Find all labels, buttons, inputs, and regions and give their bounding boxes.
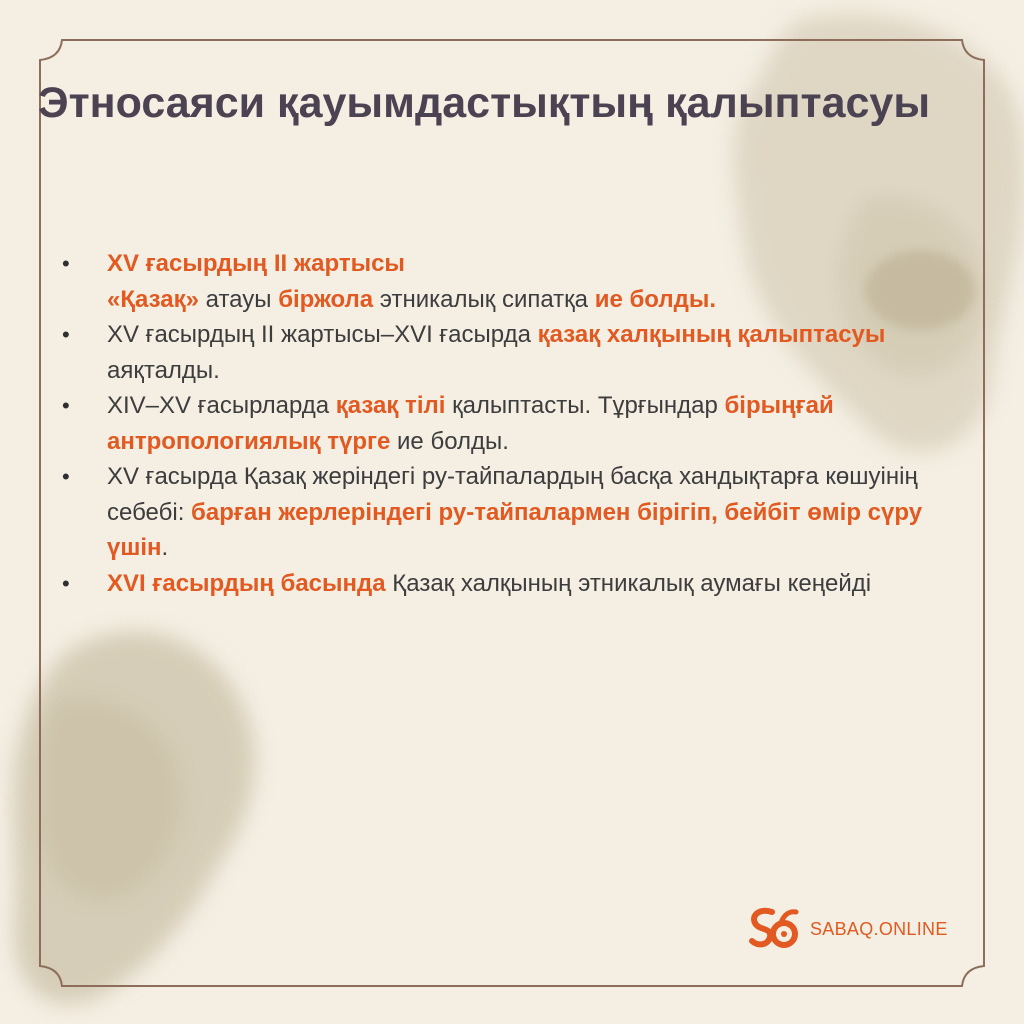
highlight-text: қазақ тілі xyxy=(335,392,446,419)
highlight-text: бірыңғай антропологиялық түрге xyxy=(107,392,834,455)
list-item xyxy=(62,388,932,459)
list-item xyxy=(62,246,932,317)
body-text: аяқталды. xyxy=(107,356,220,384)
page-title: Этносаяси қауымдастықтың қалыптасуы xyxy=(38,79,931,127)
highlight-text: XVI ғасырдың басында xyxy=(107,569,386,597)
logo-text: SABAQ.ONLINE xyxy=(810,918,948,939)
sabaq-logo-link[interactable] xyxy=(748,906,948,952)
list-item xyxy=(62,317,932,388)
body-text: этникалық сипатқа xyxy=(373,285,595,313)
list-item xyxy=(62,566,932,602)
body-text: қалыптасты. Тұрғындар xyxy=(445,392,725,419)
highlight-text: қазақ халқының қалыптасуы xyxy=(537,321,886,348)
body-text: атауы xyxy=(198,285,279,313)
body-text: Қазақ халқының этникалық аумағы кеңейді xyxy=(385,569,872,597)
body-text: ие болды. xyxy=(390,427,509,455)
body-text: XV ғасырда Қазақ жеріндегі ру-тайпалардың басқа хандықтарға көшуінің себебі: xyxy=(107,463,918,526)
highlight-text: «Қазақ» xyxy=(107,285,199,313)
highlight-text: XV ғасырдың II жартысы xyxy=(107,250,405,277)
sabaq-logo-icon xyxy=(748,906,802,952)
bullet-list xyxy=(62,246,932,601)
highlight-text: біржола xyxy=(278,285,374,313)
stain-bottom-left xyxy=(13,632,255,1004)
highlight-text: ие болды. xyxy=(594,285,716,313)
body-text: . xyxy=(161,534,169,561)
body-text: XV ғасырдың II жартысы–XVI ғасырда xyxy=(107,321,538,348)
body-text: XIV–XV ғасырларда xyxy=(107,392,336,419)
highlight-text: барған жерлеріндегі ру-тайпалармен бірігіп, бейбіт өмір сүру үшін xyxy=(107,498,923,561)
list-item xyxy=(62,459,932,566)
